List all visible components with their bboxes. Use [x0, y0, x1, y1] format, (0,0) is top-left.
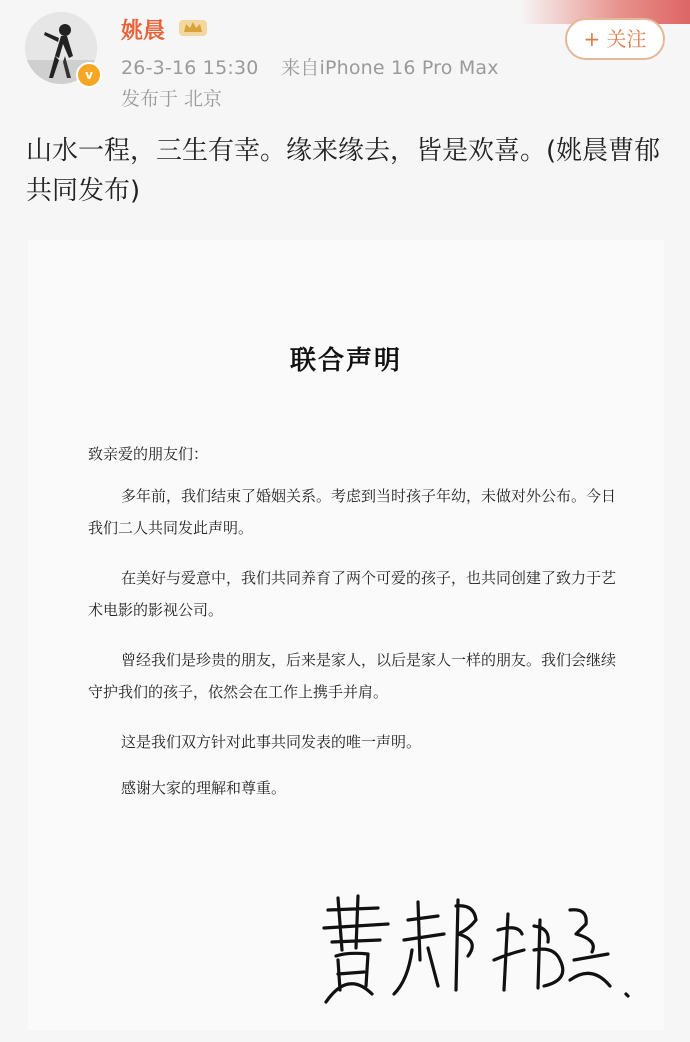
document-paragraph: 曾经我们是珍贵的朋友，后来是家人，以后是家人一样的朋友。我们会继续守护我们的孩子，依然会在工作上携手并肩。: [88, 651, 617, 701]
document-paragraph: 感谢大家的理解和尊重。: [121, 779, 287, 797]
signature-image: [308, 890, 648, 1010]
post-header: [0, 0, 690, 118]
post-source: 来自iPhone 16 Pro Max: [281, 57, 499, 79]
post-meta: [121, 53, 499, 80]
username[interactable]: 姚晨: [121, 19, 166, 44]
follow-button[interactable]: + 关注: [565, 18, 665, 60]
verified-badge-icon: v: [76, 62, 102, 88]
crown-icon: [178, 16, 208, 38]
post-location: 发布于 北京: [121, 88, 223, 110]
document-title: 联合声明: [289, 346, 402, 376]
post-text: 山水一程，三生有幸。缘来缘去，皆是欢喜。(姚晨曹郁共同发布): [26, 136, 661, 206]
post-timestamp: 26-3-16 15:30: [121, 57, 259, 79]
statement-image[interactable]: [28, 240, 664, 1030]
document-paragraph: 在美好与爱意中，我们共同养育了两个可爱的孩子，也共同创建了致力于艺术电影的影视公司。: [88, 569, 617, 619]
document-paragraph: 多年前，我们结束了婚姻关系。考虑到当时孩子年幼，未做对外公布。今日我们二人共同发此声明。: [88, 487, 617, 537]
document-salutation: 致亲爱的朋友们：: [88, 445, 209, 463]
document-paragraph: 这是我们双方针对此事共同发表的唯一声明。: [121, 733, 422, 751]
